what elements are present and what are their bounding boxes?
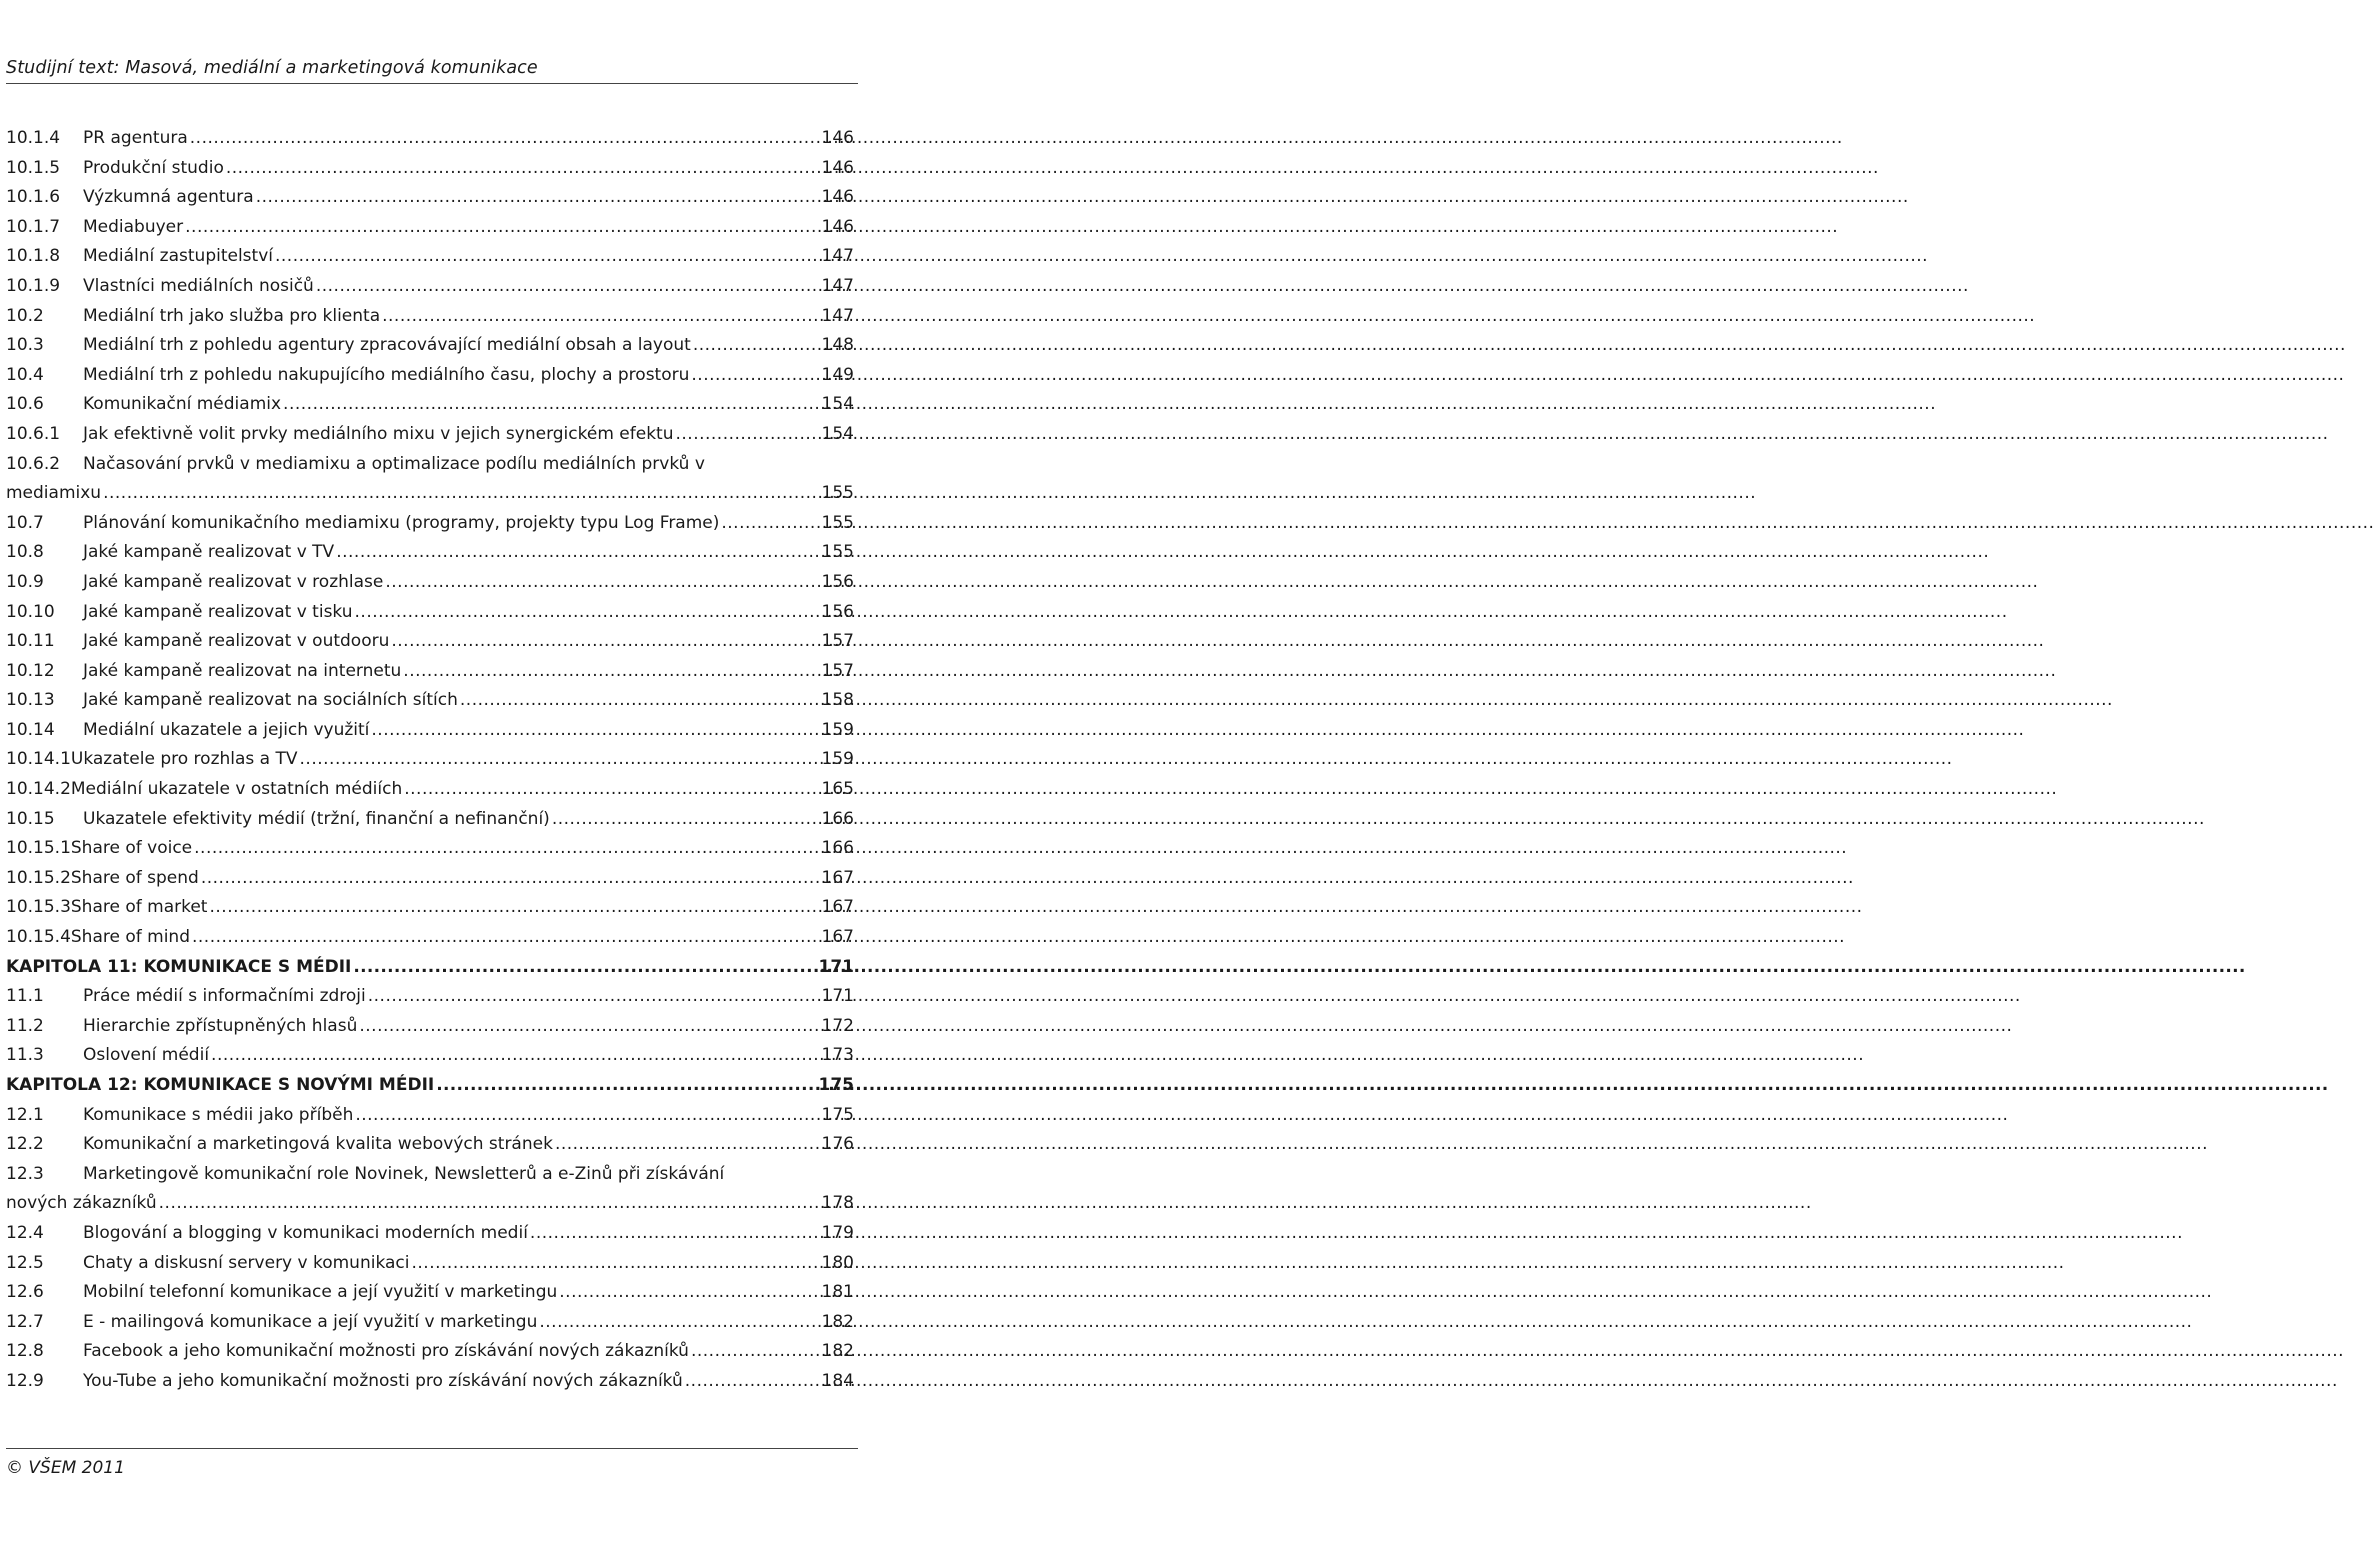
toc-entry-title: Komunikační médiamix: [83, 394, 282, 415]
dot-leader: [410, 1249, 820, 1279]
toc-entry-page: 179: [821, 1222, 854, 1243]
toc-entry[interactable]: [6, 272, 854, 302]
dot-leader: [353, 598, 820, 628]
toc-entry-page: 181: [821, 1282, 854, 1303]
toc-entry-number: 10.4: [6, 364, 44, 385]
toc-entry-page: 146: [821, 216, 854, 237]
toc-entry-page: 166: [821, 808, 854, 829]
toc-entry[interactable]: [6, 568, 854, 598]
toc-entry-page: 146: [821, 128, 854, 148]
dot-leader: [719, 509, 819, 539]
toc-entry-title: Jaké kampaně realizovat v TV: [83, 542, 335, 563]
toc-chapter-heading[interactable]: [6, 953, 854, 983]
toc-entry-number: 10.15.4: [6, 927, 71, 948]
dot-leader: [689, 361, 819, 391]
toc-entry-number: 10.13: [6, 690, 55, 711]
toc-entry[interactable]: [6, 864, 854, 894]
toc-entry-page: 156: [821, 571, 854, 592]
dot-leader: [402, 775, 819, 805]
toc-entry-number: 10.1.9: [6, 275, 61, 296]
toc-entry[interactable]: [6, 331, 854, 361]
toc-entry[interactable]: [6, 923, 854, 953]
dot-leader: [190, 923, 820, 953]
toc-entry-page: 147: [821, 246, 854, 267]
toc-entry-page: 148: [821, 335, 854, 356]
toc-entry-continuation[interactable]: [6, 479, 854, 509]
toc-entry-title: Share of mind: [70, 927, 190, 948]
toc-entry[interactable]: [6, 1160, 854, 1190]
toc-entry[interactable]: [6, 686, 854, 716]
dot-leader: [458, 686, 820, 716]
toc-entry-page: 159: [821, 719, 854, 740]
toc-entry-page: 156: [821, 601, 854, 622]
toc-entry-title: Oslovení médií: [83, 1045, 210, 1066]
toc-entry-number: 10.15.3: [6, 897, 71, 918]
dot-leader: [434, 1071, 816, 1101]
toc-entry-page: 175: [821, 1104, 854, 1125]
toc-entry-title: Mediabuyer: [83, 216, 184, 237]
toc-entry[interactable]: [6, 1367, 854, 1397]
dot-leader: [254, 183, 820, 213]
toc-entry-page: 167: [821, 867, 854, 888]
toc-entry-number: 11.2: [6, 1015, 44, 1036]
toc-entry-title: Ukazatele efektivity médií (tržní, finanční a nefinanční): [83, 808, 550, 829]
toc-entry-continuation[interactable]: [6, 1189, 854, 1219]
toc-entry[interactable]: [6, 124, 854, 154]
toc-entry-title: Blogování a blogging v komunikaci moderních medií: [83, 1222, 528, 1243]
toc-entry-number: 12.3: [6, 1163, 44, 1184]
dot-leader: [199, 864, 820, 894]
toc-entry[interactable]: [6, 390, 854, 420]
dot-leader: [683, 1367, 820, 1397]
toc-entry-page: 180: [821, 1252, 854, 1273]
dot-leader: [351, 953, 816, 983]
toc-entry-page: 146: [821, 157, 854, 178]
toc-entry-page: 149: [821, 364, 854, 385]
toc-entry-title: Jaké kampaně realizovat v tisku: [83, 601, 353, 622]
toc-entry-title: Jaké kampaně realizovat na sociálních sítích: [83, 690, 458, 711]
toc-entry-title: PR agentura: [83, 128, 188, 148]
toc-entry-number: 10.14.2: [6, 779, 71, 800]
toc-entry-title: Mediální trh jako služba pro klienta: [83, 305, 381, 326]
dot-leader: [380, 302, 819, 332]
toc-entry-number: 10.7: [6, 512, 44, 533]
toc-entry-title: Share of market: [70, 897, 208, 918]
toc-entry[interactable]: [6, 775, 854, 805]
toc-entry-number: 11.1: [6, 986, 44, 1007]
toc-entry[interactable]: [6, 1278, 854, 1308]
toc-entry-number: 10.8: [6, 542, 44, 563]
toc-entry-page: 176: [821, 1134, 854, 1155]
toc-entry-title: Výzkumná agentura: [83, 187, 254, 208]
toc-entry-page: 175: [818, 1075, 854, 1095]
toc-entry[interactable]: [6, 1101, 854, 1131]
toc-entry-number: 10.15: [6, 808, 55, 829]
toc-entry-page: 182: [821, 1341, 854, 1362]
toc-entry-number: 10.1.8: [6, 246, 61, 267]
toc-entry-page: 157: [821, 631, 854, 652]
toc-entry-number: 12.9: [6, 1370, 44, 1391]
toc-entry[interactable]: [6, 716, 854, 746]
toc-entry[interactable]: [6, 509, 854, 539]
toc-entry-number: 10.6.2: [6, 453, 61, 474]
toc-entry-title: Načasování prvků v mediamixu a optimalizace podílu mediálních prvků v: [83, 453, 705, 474]
toc-entry-title: Komunikace s médii jako příběh: [83, 1104, 354, 1125]
toc-entry-title: Chaty a diskusní servery v komunikaci: [83, 1252, 410, 1273]
dot-leader: [401, 657, 819, 687]
dot-leader: [550, 805, 820, 835]
dot-leader: [101, 479, 819, 509]
dot-leader: [207, 893, 819, 923]
dot-leader: [334, 538, 819, 568]
toc-entry-number: 10.3: [6, 335, 44, 356]
toc-entry-title: Produkční studio: [83, 157, 224, 178]
table-of-contents: [6, 124, 854, 1397]
toc-entry-number: 10.2: [6, 305, 44, 326]
toc-entry-page: 157: [821, 660, 854, 681]
toc-entry[interactable]: [6, 893, 854, 923]
toc-entry-title: Marketingově komunikační role Novinek, Newsletterů a e-Zinů při získávání: [83, 1163, 725, 1184]
dot-leader: [537, 1308, 819, 1338]
toc-entry-number: 10.10: [6, 601, 55, 622]
toc-entry-title: Share of voice: [70, 838, 193, 859]
toc-entry-title: Mobilní telefonní komunikace a její využití v marketingu: [83, 1282, 558, 1303]
toc-entry-number: 10.15.2: [6, 867, 71, 888]
toc-entry-title: Vlastníci mediálních nosičů: [83, 275, 314, 296]
toc-entry-page: 184: [821, 1370, 854, 1391]
toc-entry-page: 171: [821, 986, 854, 1007]
toc-entry-page: 155: [821, 542, 854, 563]
toc-entry[interactable]: [6, 242, 854, 272]
toc-entry-title: Práce médií s informačními zdroji: [83, 986, 366, 1007]
toc-entry-title: Mediální trh z pohledu nakupujícího mediálního času, plochy a prostoru: [83, 364, 690, 385]
toc-entry-title: E - mailingová komunikace a její využití v marketingu: [83, 1311, 538, 1332]
dot-leader: [691, 331, 820, 361]
toc-entry[interactable]: [6, 657, 854, 687]
toc-entry-title: Hierarchie zpřístupněných hlasů: [83, 1015, 358, 1036]
toc-entry-title: KAPITOLA 11: KOMUNIKACE S MÉDII: [6, 956, 352, 977]
toc-entry[interactable]: [6, 213, 854, 243]
dot-leader: [281, 390, 820, 420]
toc-entry[interactable]: [6, 538, 854, 568]
toc-entry-number: 10.14: [6, 719, 55, 740]
toc-entry-title-continuation: nových zákazníků: [6, 1193, 157, 1214]
toc-entry-page: 154: [821, 423, 854, 444]
toc-entry[interactable]: [6, 302, 854, 332]
toc-entry-title-continuation: mediamixu: [6, 483, 102, 504]
toc-entry-number: 12.1: [6, 1104, 44, 1125]
toc-entry[interactable]: [6, 745, 854, 775]
toc-entry-title: Mediální zastupitelství: [83, 246, 273, 267]
dot-leader: [314, 272, 820, 302]
toc-entry-number: 10.1.5: [6, 157, 61, 178]
toc-entry-page: 182: [821, 1311, 854, 1332]
dot-leader: [157, 1189, 820, 1219]
toc-entry-page: 155: [821, 512, 854, 533]
dot-leader: [557, 1278, 819, 1308]
toc-entry-title: Jaké kampaně realizovat na internetu: [83, 660, 402, 681]
toc-entry[interactable]: [6, 1130, 854, 1160]
dot-leader: [357, 1012, 819, 1042]
toc-entry-number: 10.12: [6, 660, 55, 681]
dot-leader: [383, 568, 819, 598]
dot-leader: [192, 834, 819, 864]
running-header: Studijní text: Masová, mediální a marketingová komunikace: [6, 58, 858, 84]
dot-leader: [273, 242, 820, 272]
toc-entry-page: 165: [821, 779, 854, 800]
toc-entry[interactable]: [6, 805, 854, 835]
toc-entry-page: 166: [821, 838, 854, 859]
toc-entry-page: 147: [821, 275, 854, 296]
toc-entry-number: 12.5: [6, 1252, 44, 1273]
dot-leader: [369, 716, 819, 746]
toc-entry-page: 154: [821, 394, 854, 415]
toc-entry-title: Ukazatele pro rozhlas a TV: [70, 749, 298, 770]
toc-entry-page: 155: [821, 483, 854, 504]
dot-leader: [209, 1041, 820, 1071]
toc-entry-title: KAPITOLA 12: KOMUNIKACE S NOVÝMI MÉDII: [6, 1075, 435, 1095]
toc-entry-title: Mediální ukazatele v ostatních médiích: [70, 779, 403, 800]
dot-leader: [689, 1337, 820, 1367]
toc-entry-title: Facebook a jeho komunikační možnosti pro získávání nových zákazníků: [83, 1341, 689, 1362]
toc-entry[interactable]: [6, 598, 854, 628]
toc-chapter-heading[interactable]: [6, 1071, 854, 1101]
toc-entry-page: 146: [821, 187, 854, 208]
dot-leader: [298, 745, 820, 775]
toc-entry[interactable]: [6, 420, 854, 450]
toc-entry[interactable]: [6, 361, 854, 391]
dot-leader: [528, 1219, 820, 1249]
page-footer: © VŠEM 2011: [6, 1458, 125, 1478]
toc-entry-number: 12.7: [6, 1311, 44, 1332]
toc-entry-page: 167: [821, 897, 854, 918]
toc-entry-title: Mediální ukazatele a jejich využití: [83, 719, 370, 740]
toc-entry-number: 10.11: [6, 631, 55, 652]
dot-leader: [389, 627, 819, 657]
toc-entry-title: Jaké kampaně realizovat v rozhlase: [83, 571, 384, 592]
toc-entry-number: 12.2: [6, 1134, 44, 1155]
toc-entry[interactable]: [6, 1308, 854, 1338]
toc-entry-number: 11.3: [6, 1045, 44, 1066]
toc-entry[interactable]: [6, 1041, 854, 1071]
toc-entry-title: Jak efektivně volit prvky mediálního mixu v jejich synergickém efektu: [83, 423, 674, 444]
toc-entry[interactable]: [6, 450, 854, 480]
toc-entry[interactable]: [6, 1219, 854, 1249]
toc-entry[interactable]: [6, 982, 854, 1012]
toc-entry-number: 10.1.7: [6, 216, 61, 237]
toc-entry-page: 159: [821, 749, 854, 770]
toc-entry-number: 10.1.6: [6, 187, 61, 208]
footer-divider: [6, 1448, 858, 1449]
toc-entry-number: 12.8: [6, 1341, 44, 1362]
dot-leader: [353, 1101, 819, 1131]
dot-leader: [673, 420, 819, 450]
toc-entry-page: 178: [821, 1193, 854, 1214]
toc-entry-title: You-Tube a jeho komunikační možnosti pro získávání nových zákazníků: [83, 1370, 683, 1391]
toc-entry-title: Jaké kampaně realizovat v outdooru: [83, 631, 390, 652]
toc-entry[interactable]: [6, 834, 854, 864]
toc-entry-number: 10.14.1: [6, 749, 71, 770]
toc-entry-title: Share of spend: [70, 867, 199, 888]
toc-entry-title: Mediální trh z pohledu agentury zpracovávající mediální obsah a layout: [83, 335, 691, 356]
dot-leader: [188, 124, 820, 154]
toc-entry-number: 10.15.1: [6, 838, 71, 859]
toc-entry[interactable]: [6, 1249, 854, 1279]
dot-leader: [224, 154, 820, 184]
toc-entry-title: Komunikační a marketingová kvalita webových stránek: [83, 1134, 553, 1155]
toc-entry-page: 167: [821, 927, 854, 948]
toc-entry[interactable]: [6, 1337, 854, 1367]
toc-entry-number: 12.6: [6, 1282, 44, 1303]
toc-entry-page: 172: [821, 1015, 854, 1036]
toc-entry-page: 173: [821, 1045, 854, 1066]
dot-leader: [553, 1130, 820, 1160]
toc-entry-number: 10.1.4: [6, 128, 61, 148]
toc-entry-title: Plánování komunikačního mediamixu (programy, projekty typu Log Frame): [83, 512, 720, 533]
toc-entry[interactable]: [6, 183, 854, 213]
toc-entry-number: 10.6.1: [6, 423, 61, 444]
dot-leader: [183, 213, 819, 243]
toc-entry-number: 10.9: [6, 571, 44, 592]
dot-leader: [366, 982, 820, 1012]
toc-entry[interactable]: [6, 1012, 854, 1042]
toc-entry-page: 158: [821, 690, 854, 711]
toc-entry-page: 171: [818, 956, 854, 977]
toc-entry-page: 147: [821, 305, 854, 326]
toc-entry[interactable]: [6, 627, 854, 657]
toc-entry-number: 12.4: [6, 1222, 44, 1243]
toc-entry[interactable]: [6, 154, 854, 184]
toc-entry-number: 10.6: [6, 394, 44, 415]
